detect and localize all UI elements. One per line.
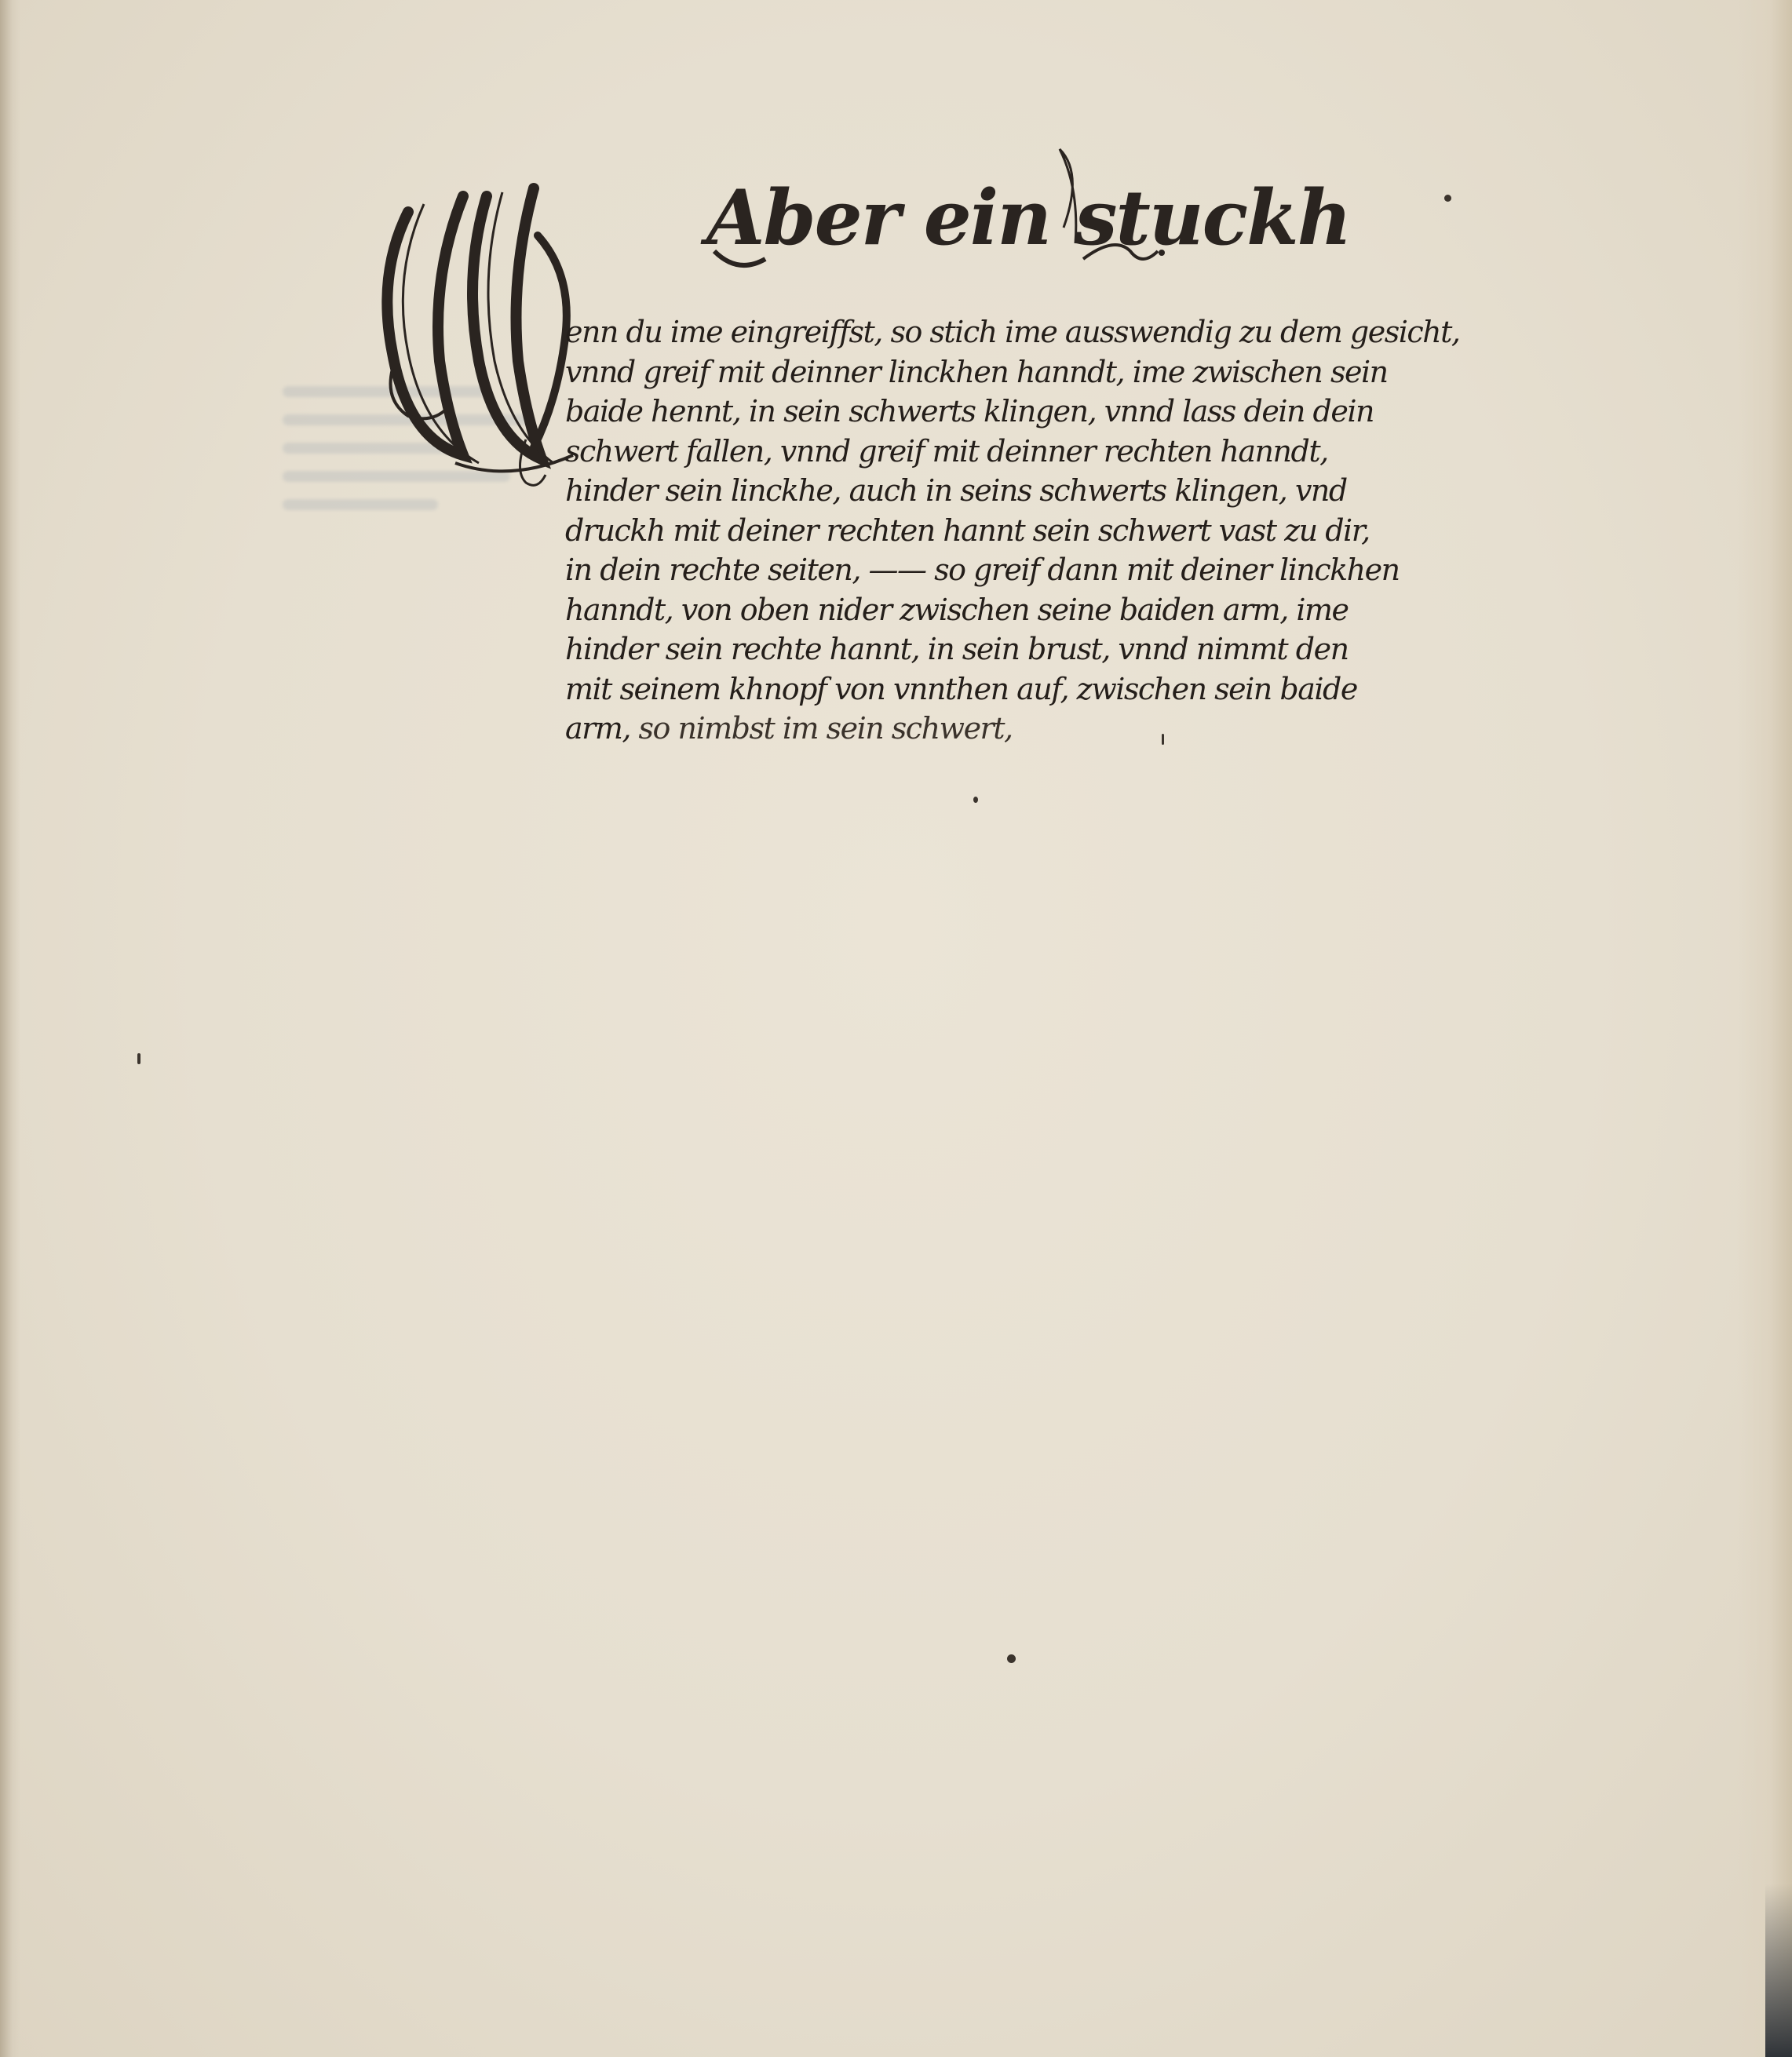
text-line: hinder sein linckhe, auch in seins schwerts klingen, vnd xyxy=(565,473,1347,508)
text-line: druckh mit deiner rechten hannt sein schwert vast zu dir, xyxy=(565,512,1370,548)
text-line: hinder sein rechte hannt, in sein brust, vnnd nimmt den xyxy=(565,632,1349,666)
page-left-edge xyxy=(0,0,20,2057)
ink-speck xyxy=(137,1053,141,1064)
section-heading: Aber ein stuckh xyxy=(706,173,1351,262)
ink-speck xyxy=(1007,1654,1016,1663)
text-line: in dein rechte seiten, —— so greif dann mit deiner linckhen xyxy=(565,553,1400,587)
text-line-last xyxy=(565,709,1531,749)
ink-speck xyxy=(1444,195,1451,202)
body-text xyxy=(565,312,1531,749)
ink-speck xyxy=(1162,734,1164,745)
binding-shadow xyxy=(1765,1884,1792,2057)
text-line: vnnd greif mit deinner linckhen hanndt, ime zwischen sein xyxy=(565,354,1388,389)
text-line: enn du ime eingreiffst, so stich ime ausswendig zu dem gesicht, xyxy=(565,315,1460,349)
text-line: baide hennt, in sein schwerts klingen, vnnd lass dein dein xyxy=(565,394,1374,429)
text-line: mit seinem khnopf von vnnthen auf, zwischen sein baide xyxy=(565,671,1357,706)
last-line-start: arm, xyxy=(565,711,630,746)
ink-speck xyxy=(973,797,978,803)
text-line: hanndt, von oben nider zwischen seine baiden arm, ime xyxy=(565,592,1349,627)
text-line: schwert fallen, vnnd greif mit deinner rechten hanndt, xyxy=(565,433,1328,469)
page-right-edge xyxy=(1737,0,1792,2057)
closing-phrase: so nimbst im sein schwert, xyxy=(638,711,1013,746)
